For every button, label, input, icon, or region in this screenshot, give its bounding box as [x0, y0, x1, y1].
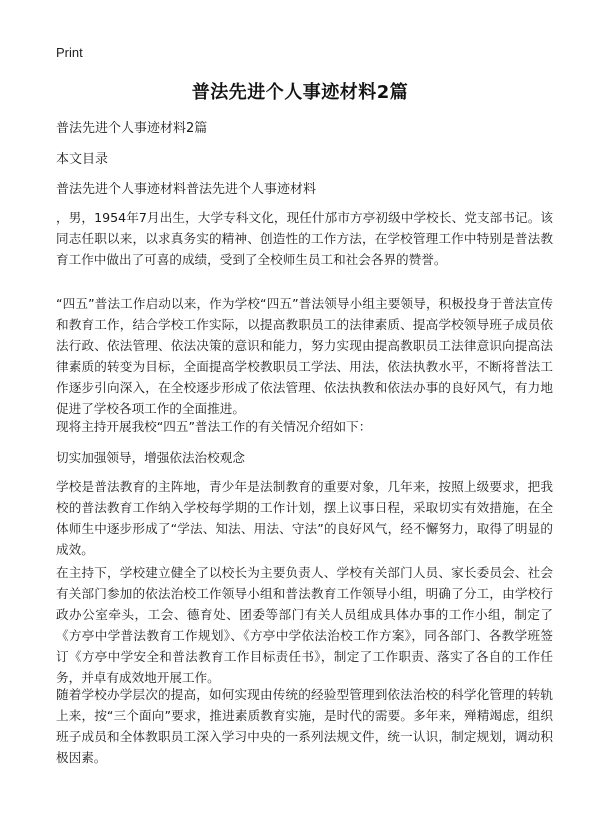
section-heading: 切实加强领导，增强依法治校观念	[56, 450, 245, 465]
paragraph-overview: “四五”普法工作启动以来，作为学校“四五”普法领导小组主要领导，积极投身于普法宣传和教育工作，结合学校工作实际，以提高教职员工的法律素质、提高学校领导班子成员依法行政、依法管理、依法决策的意识和能力，努力实现由提高教职员工法律意识向提高法律素质的转变为目标，全面提高学校教职员工学法、用法，依法执教水平，不断将普法工作逐步引向深入，在全校逐步形成了依法管理、依法执教和依法办事的良好风气，有力地促进了学校各项工作的全面推进。	[56, 296, 553, 416]
print-link[interactable]: Print	[56, 45, 83, 60]
paragraph-intro: ，男，1954年7月出生，大学专科文化，现任什邡市方亭初级中学校长、党支部书记。该同志任职以来，以求真务实的精神、创造性的工作方法，在学校管理工作中特别是普法教育工作中做出了可喜的成绩，受到了全校师生员工和社会各界的赞誉。	[56, 210, 553, 267]
toc-entry[interactable]: 普法先进个人事迹材料普法先进个人事迹材料	[56, 182, 317, 197]
paragraph-management: 随着学校办学层次的提高，如何实现由传统的经验型管理到依法治校的科学化管理的转轨上来，按“三个面向”要求，推进素质教育实施，是时代的需要。多年来，殚精竭虑，组织班子成员和全体教职员工深入学习中央的一系列法规文件，统一认识，制定规划，调动积极因素。	[56, 687, 553, 765]
paragraph-transition: 现将主持开展我校“四五”普法工作的有关情况介绍如下：	[56, 419, 372, 434]
paragraph-organization: 在主持下，学校建立健全了以校长为主要负责人、学校有关部门人员、家长委员会、社会有关部门参加的依法治校工作领导小组和普法教育工作领导小组，明确了分工，由学校行政办公室牵头，工会、德育处、团委等部门有关人员组成具体办事的工作小组，制定了《方亭中学普法教育工作规划》、《方亭中学依法治校工作方案》，同各部门、各教学班签订《方亭中学安全和普法教育工作目标责任书》，制定了工作职责、落实了各自的工作任务，并卓有成效地开展工作。	[56, 565, 553, 685]
document-title: 普法先进个人事迹材料2篇	[191, 82, 409, 103]
document-subtitle: 普法先进个人事迹材料2篇	[56, 121, 208, 136]
paragraph-leadership: 学校是普法教育的主阵地，青少年是法制教育的重要对象，几年来，按照上级要求，把我校的普法教育工作纳入学校每学期的工作计划，摆上议事日程，采取切实有效措施，在全体师生中逐步形成了“学法、知法、用法、守法”的良好风气，经不懈努力，取得了明显的成效。	[56, 479, 553, 557]
toc-heading: 本文目录	[56, 152, 109, 167]
